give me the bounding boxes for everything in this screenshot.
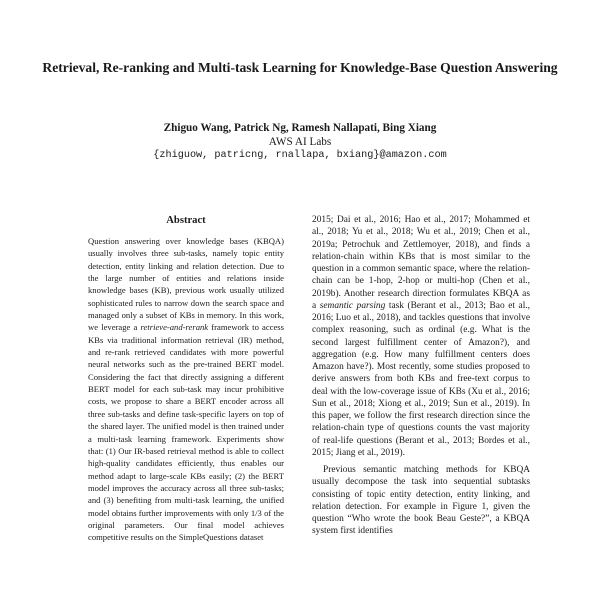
right-column-body	[312, 214, 530, 538]
abstract-body	[88, 235, 284, 544]
author-list: Zhiguo Wang, Patrick Ng, Ramesh Nallapati, Bing Xiang	[163, 122, 437, 134]
paper-title: Retrieval, Re-ranking and Multi-task Learning for Knowledge-Base Question Answering	[42, 60, 558, 75]
intro-text-1: 2015; Dai et al., 2016; Hao et al., 2017; Mohammed et al., 2018; Yu et al., 2018; Wu et al., 2019; Chen et al., 2019a; Petrochuk and Zettlemoyer, 2018), and finds a relation-chain within KBs that is most similar to the question in a common semantic space, where the relation-chain can be 1-hop, 2-hop or multi-hop (Chen et al., 2019b). Another research direction formulates KBQA as a	[312, 215, 530, 311]
intro-paragraph-2: Previous semantic matching methods for KBQA usually decompose the task into sequential subtasks consisting of topic entity detection, entity linking, and relation detection. For example in Figure 1, given the question “Who wrote the book Beau Geste?”, a KBQA system first identifies	[312, 465, 530, 537]
abstract-paragraph	[88, 235, 284, 544]
abstract-emphasis: retrieve-and-rerank	[140, 322, 209, 333]
author-emails: {zhiguow, patricng, rnallapa, bxiang}@amazon.com	[153, 150, 447, 161]
intro-text-2: task (Berant et al., 2013; Bao et al., 2016; Luo et al., 2018), and tackles questions that involve complex reasoning, such as ordinal (e.g. What is the second largest fulfillment center of Amazon?), and aggregation (e.g. How many fulfillment centers does Amazon have?). Most recently, some studies proposed to derive answers from both KBs and free-text corpus to deal with the low-coverage issue of KBs (Xu et al., 2016; Sun et al., 2018; Xiong et al., 2019; Sun et al., 2019). In this paper, we follow the first research direction since the relation-chain type of questions counts the vast majority of real-life questions (Berant et al., 2013; Bordes et al., 2015; Jiang et al., 2019).	[312, 300, 531, 458]
intro-paragraph-1	[312, 214, 530, 459]
affiliation: AWS AI Labs	[268, 136, 332, 148]
intro-emphasis: semantic parsing	[319, 300, 386, 311]
abstract-text-2: framework to access KBs via traditional information retrieval (IR) method, and re-rank retrieved candidates with more powerful neural networks such as the pre-trained BERT model. Considering the fact that directly assigning a different BERT model for each sub-task may incur prohibitive costs, we propose to share a BERT encoder across all three sub-tasks and define task-specific layers on top of the shared layer. The unified model is then trained under a multi-task learning framework. Experiments show that: (1) Our IR-based retrieval method is able to collect high-quality candidates efficiently, thus enables our method adapt to large-scale KBs easily; (2) the BERT model improves the accuracy across all three sub-tasks; and (3) benefiting from multi-task learning, the unified model obtains further improvements with only 1/3 of the original parameters. Our final model achieves competitive results on the SimpleQuestions dataset	[88, 322, 284, 543]
abstract-text-1: Question answering over knowledge bases (KBQA) usually involves three sub-tasks, namely topic entity detection, entity linking and relation detection. Due to the large number of entities and relations inside knowledge bases (KB), previous work usually utilized sophisticated rules to narrow down the search space and managed only a subset of KBs in memory. In this work, we leverage a	[88, 236, 284, 333]
abstract-heading: Abstract	[166, 215, 206, 226]
